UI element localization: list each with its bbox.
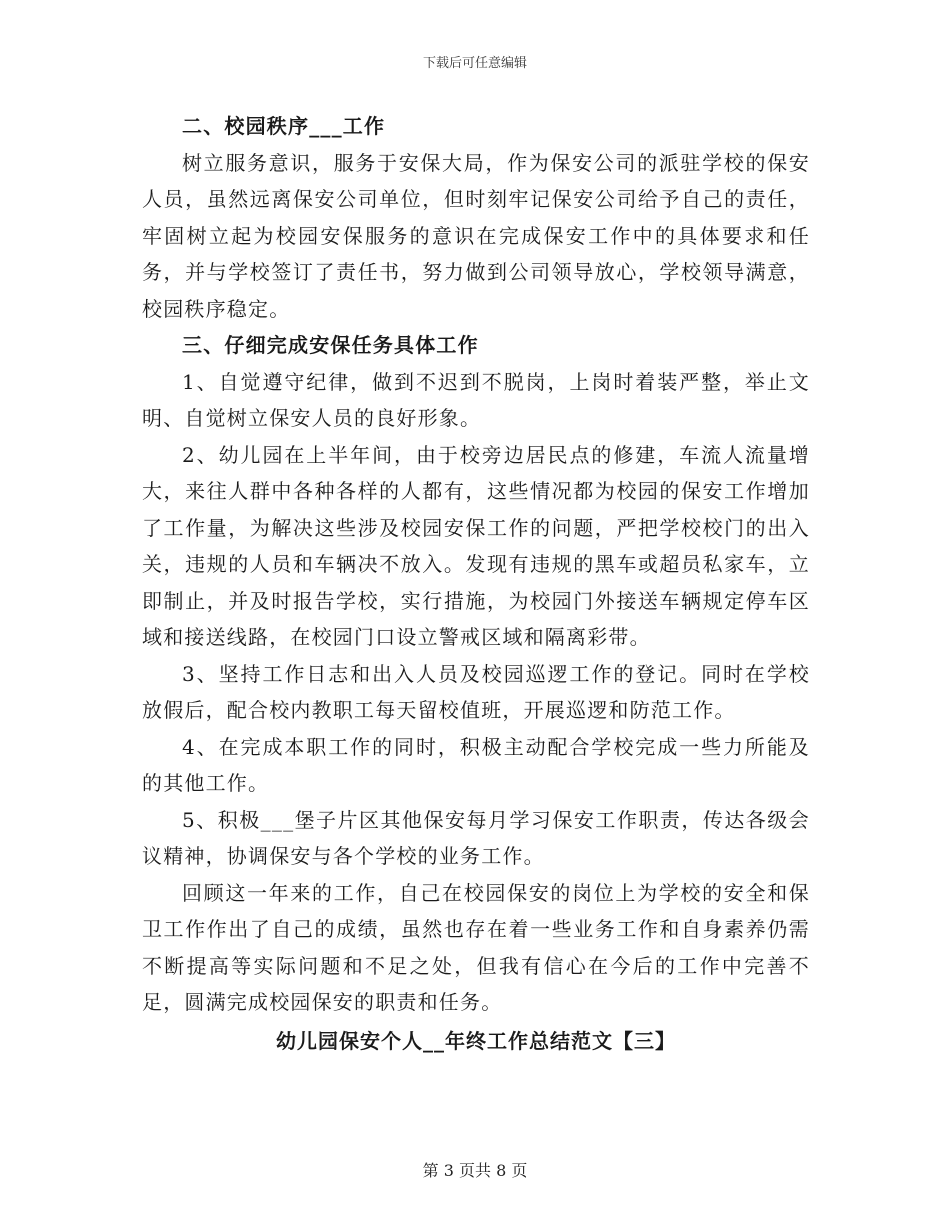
paragraph: 3、坚持工作日志和出入人员及校园巡逻工作的登记。同时在学校放假后，配合校内教职工每天留校值班，开展巡逻和防范工作。 (142, 661, 810, 722)
document-title: 幼儿园保安个人__年终工作总结范文【三】 (276, 1028, 676, 1053)
paragraph: 回顾这一年来的工作，自己在校园保安的岗位上为学校的安全和保卫工作作出了自己的成绩，虽然也存在着一些业务工作和自身素养仍需不断提高等实际问题和不足之处，但我有信心在今后的工作中完善不足，圆满完成校园保安的职责和任务。 (142, 880, 810, 1014)
paragraph: 5、积极___堡子片区其他保安每月学习保安工作职责，传达各级会议精神，协调保安与各个学校的业务工作。 (142, 807, 810, 868)
section-heading: 二、校园秩序___工作 (182, 114, 386, 138)
paragraph: 树立服务意识，服务于安保大局，作为保安公司的派驻学校的保安人员，虽然远离保安公司单位，但时刻牢记保安公司给予自己的责任，牢固树立起为校园安保服务的意识在完成保安工作中的具体要求和任务，并与学校签订了责任书，努力做到公司领导放心，学校领导满意，校园秩序稳定。 (142, 150, 810, 321)
paragraph: 1、自觉遵守纪律，做到不迟到不脱岗，上岗时着装严整，举止文明、自觉树立保安人员的良好形象。 (142, 369, 810, 430)
paragraph: 4、在完成本职工作的同时，积极主动配合学校完成一些力所能及的其他工作。 (142, 734, 810, 795)
paragraph: 2、幼儿园在上半年间，由于校旁边居民点的修建，车流人流量增大，来往人群中各种各样的人都有，这些情况都为校园的保安工作增加了工作量，为解决这些涉及校园安保工作的问题，严把学校校门的出入关，违规的人员和车辆决不放入。发现有违规的黑车或超员私家车，立即制止，并及时报告学校，实行措施，为校园门外接送车辆规定停车区域和接送线路，在校园门口设立警戒区域和隔离彩带。 (142, 442, 810, 649)
section-heading: 三、仔细完成安保任务具体工作 (182, 333, 479, 357)
page-number: 第 3 页共 8 页 (422, 1161, 528, 1180)
page-header: 下载后可任意编辑 (422, 56, 527, 71)
document-body (142, 108, 810, 1059)
